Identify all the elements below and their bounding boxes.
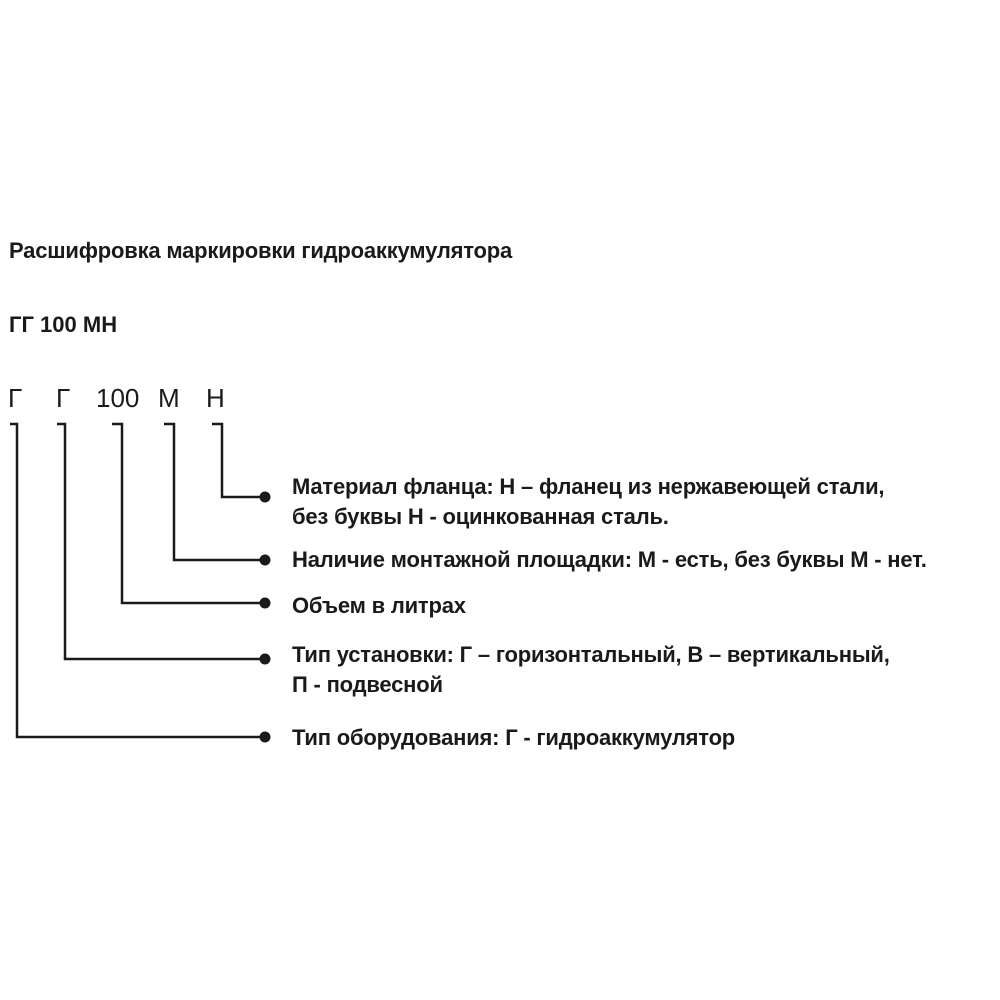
marking-code: ГГ 100 МН (9, 312, 118, 337)
desc-equipment-type (292, 723, 735, 753)
connector-dot-mounting-pad (260, 555, 271, 566)
desc-flange-material (292, 472, 884, 532)
diagram-title: Расшифровка маркировки гидроаккумулятора (9, 238, 513, 263)
part-flange-material: Н (206, 383, 225, 413)
connector-dot-flange-material (260, 492, 271, 503)
desc-mounting-pad-line1: Наличие монтажной площадки: М - есть, без буквы М - нет. (292, 547, 927, 572)
part-equipment-type: Г (8, 383, 23, 413)
connector-dot-volume (260, 598, 271, 609)
desc-equipment-type-line1: Тип оборудования: Г - гидроаккумулятор (292, 725, 736, 750)
connector-installation-type (57, 424, 262, 659)
connector-dot-equipment-type (260, 732, 271, 743)
connector-equipment-type (10, 424, 262, 737)
connector-mounting-pad (164, 424, 262, 560)
part-installation-type: Г (56, 383, 71, 413)
desc-volume (292, 591, 466, 621)
desc-flange-material-line2: без буквы Н - оцинкованная сталь. (292, 504, 669, 529)
connector-volume (112, 424, 262, 603)
desc-installation-type-line1: Тип установки: Г – горизонтальный, В – вертикальный, (292, 642, 890, 667)
connector-flange-material (212, 424, 262, 497)
desc-flange-material-line1: Материал фланца: Н – фланец из нержавеющей стали, (292, 474, 885, 499)
desc-volume-line1: Объем в литрах (292, 593, 466, 618)
connector-dot-installation-type (260, 654, 271, 665)
desc-installation-type (292, 640, 890, 700)
part-mounting-pad: М (158, 383, 180, 413)
desc-installation-type-line2: П - подвесной (292, 672, 443, 697)
part-volume: 100 (96, 383, 140, 413)
desc-mounting-pad (292, 545, 927, 575)
